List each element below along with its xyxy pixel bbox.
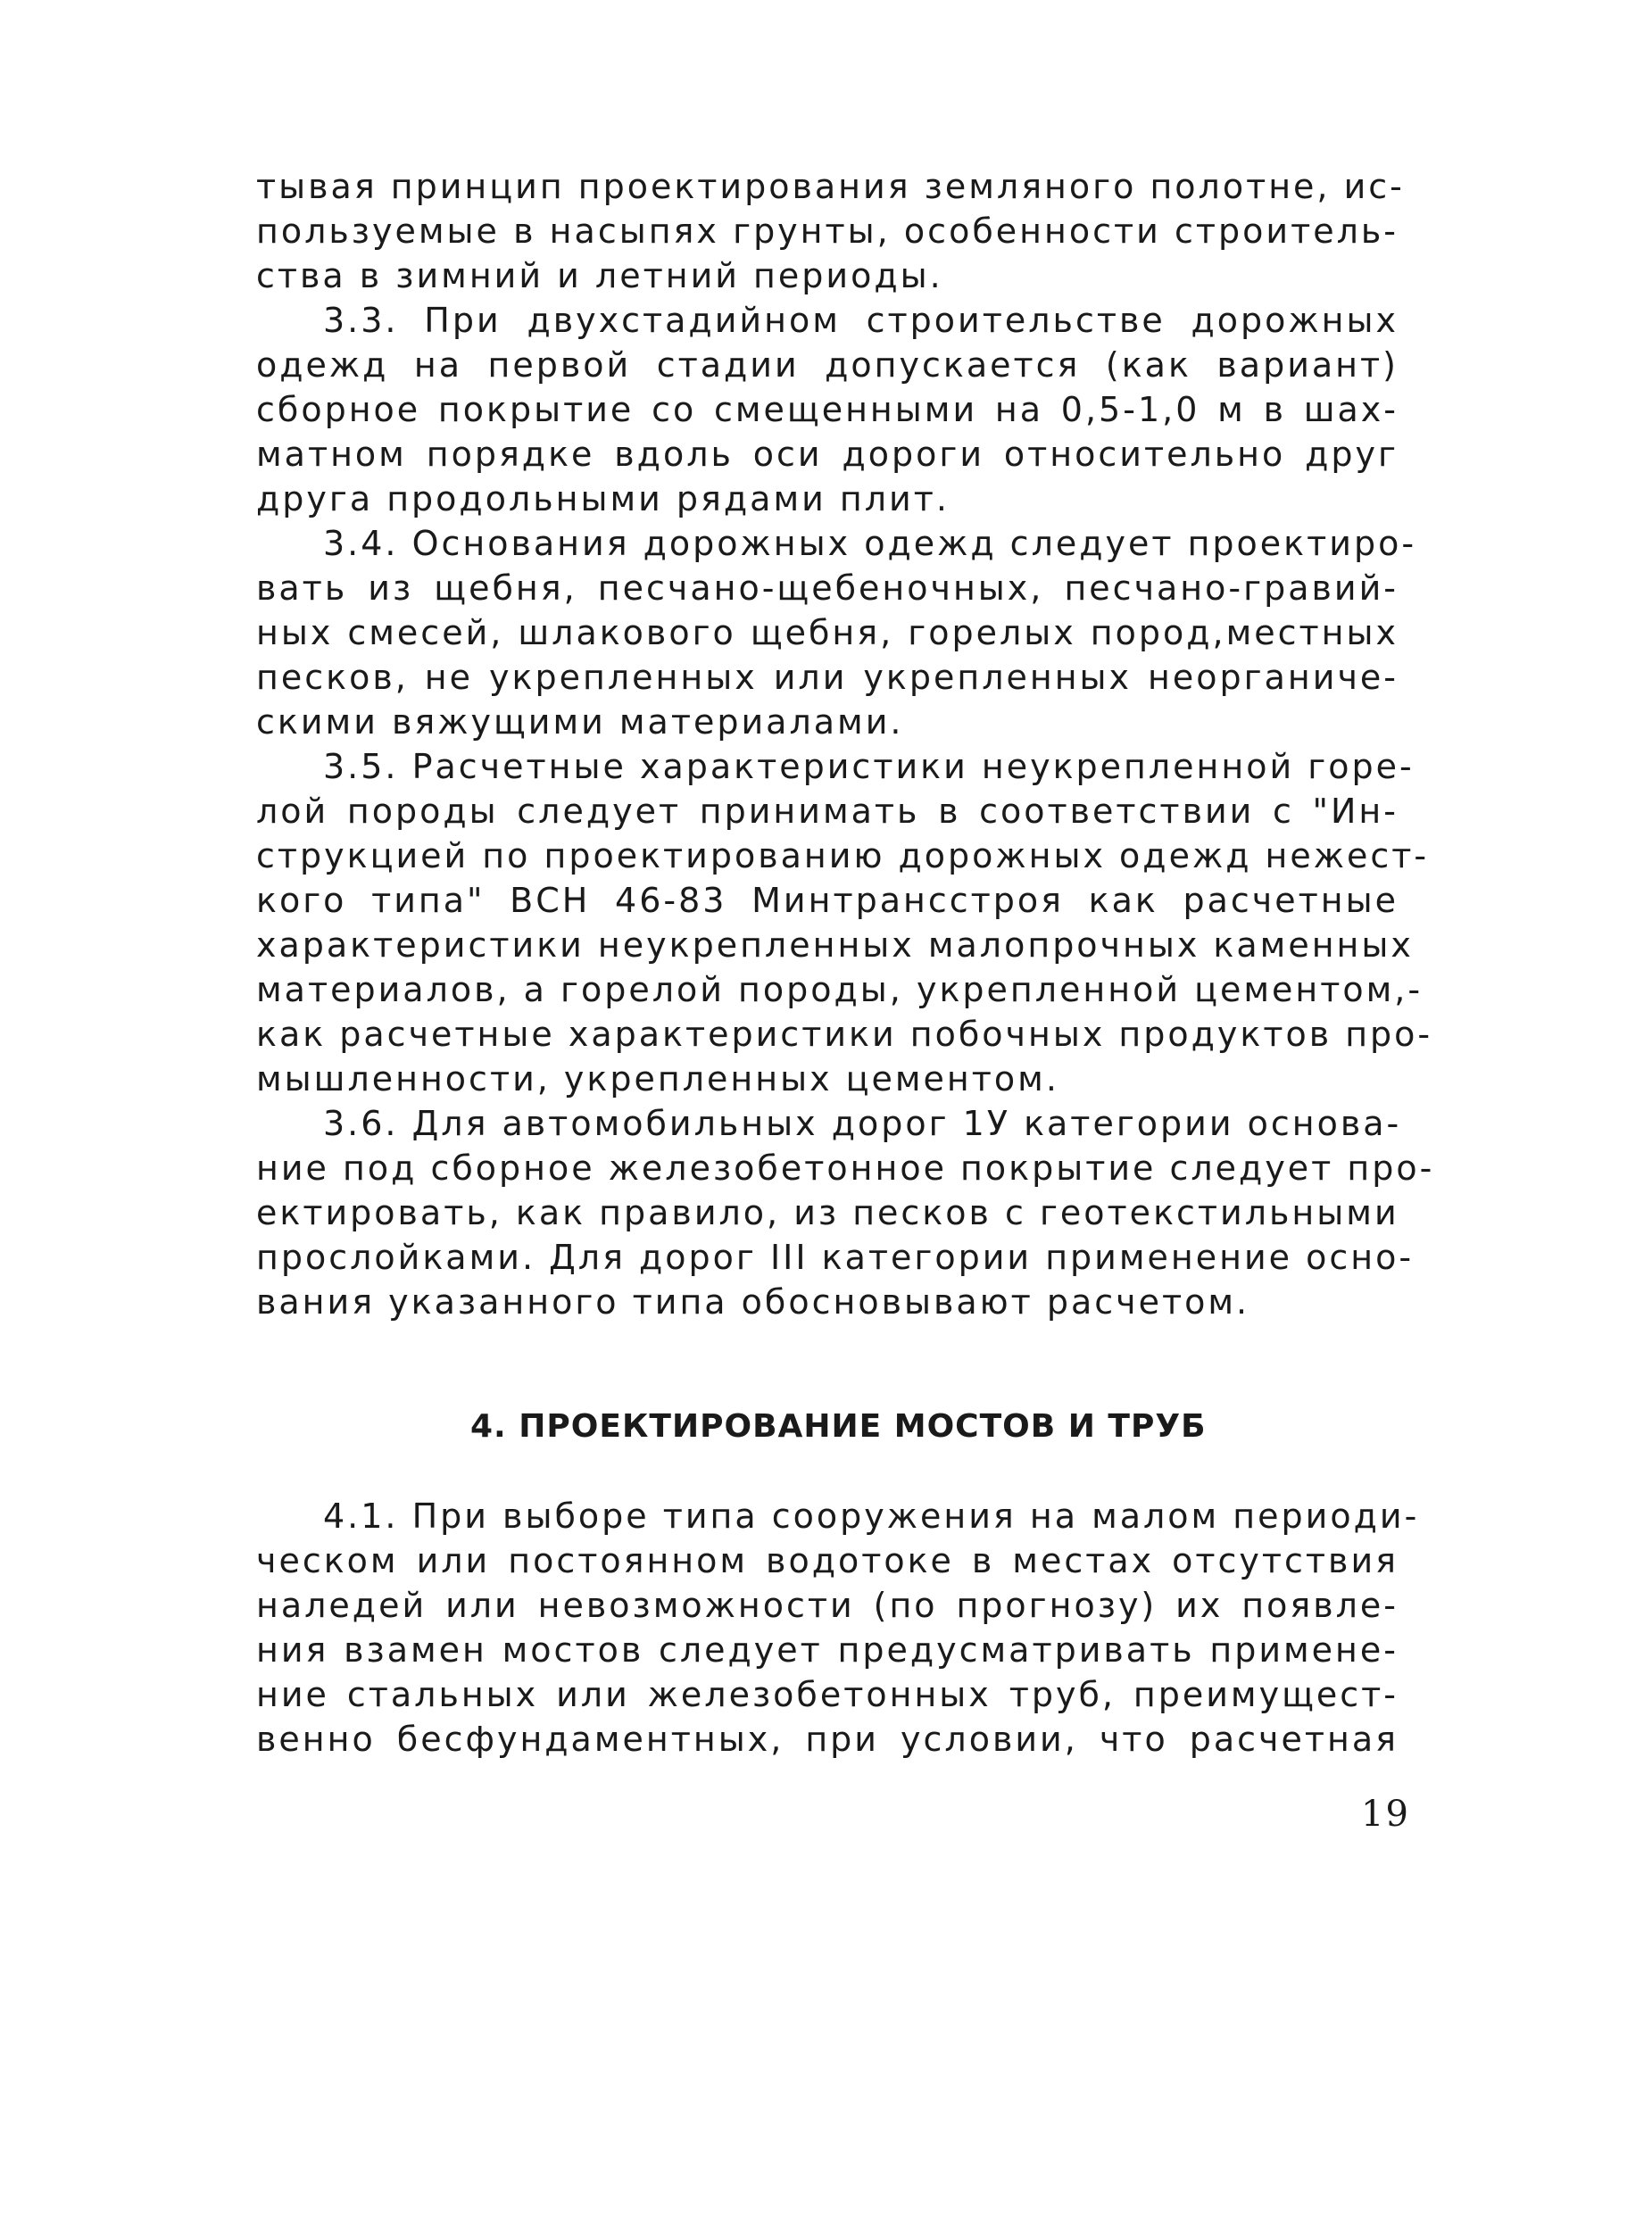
- paragraph-3-5-first-line: 3.5. Расчетные характеристики неукрепленной горе-: [323, 747, 1415, 786]
- text-line: материалов, а горелой породы, укрепленной цементом,-: [256, 970, 1424, 1009]
- text-line: пользуемые в насыпях грунты, особенности строитель-: [256, 211, 1399, 251]
- text-line: ектировать, как правило, из песков с геотекстильными: [256, 1193, 1399, 1232]
- text-line: характеристики неукрепленных малопрочных каменных: [256, 925, 1414, 965]
- paragraph-4-1-first-line: 4.1. При выборе типа сооружения на малом периоди-: [323, 1497, 1420, 1536]
- text-line: матном порядке вдоль оси дороги относительно друг: [256, 435, 1399, 474]
- text-line: мышленности, укрепленных цементом.: [256, 1059, 1059, 1099]
- text-line: лой породы следует принимать в соответствии с "Ин-: [256, 792, 1399, 831]
- text-line: друга продольными рядами плит.: [256, 479, 950, 518]
- text-line: как расчетные характеристики побочных продуктов про-: [256, 1015, 1433, 1054]
- text-line: наледей или невозможности (по прогнозу) их появле-: [256, 1586, 1399, 1625]
- page-number: 19: [1361, 1794, 1410, 1835]
- text-line: ных смесей, шлакового щебня, горелых пород,местных: [256, 613, 1399, 652]
- text-line: струкцией по проектированию дорожных одежд нежест-: [256, 836, 1430, 875]
- text-line: ние под сборное железобетонное покрытие следует про-: [256, 1148, 1435, 1188]
- paragraph-3-6-first-line: 3.6. Для автомобильных дорог 1У категории основа-: [323, 1104, 1402, 1143]
- paragraph-3-3-first-line: 3.3. При двухстадийном строительстве дорожных: [323, 301, 1399, 340]
- text-line: венно бесфундаментных, при условии, что расчетная: [256, 1720, 1399, 1759]
- section-heading: 4. ПРОЕКТИРОВАНИЕ МОСТОВ И ТРУБ: [470, 1408, 1207, 1445]
- text-line: песков, не укрепленных или укрепленных неорганиче-: [256, 658, 1399, 697]
- text-line: одежд на первой стадии допускается (как вариант): [256, 345, 1399, 385]
- text-line: тывая принцип проектирования земляного полотне, ис-: [256, 167, 1405, 206]
- text-line: скими вяжущими материалами.: [256, 702, 904, 742]
- text-line: ния взамен мостов следует предусматривать примене-: [256, 1630, 1399, 1670]
- text-line: прослойками. Для дорог III категории применение осно-: [256, 1238, 1415, 1277]
- text-line: ние стальных или железобетонных труб, преимущест-: [256, 1675, 1399, 1714]
- text-line: сборное покрытие со смещенными на 0,5-1,0 м в шах-: [256, 390, 1399, 429]
- text-line: ства в зимний и летний периоды.: [256, 256, 943, 295]
- text-line: ческом или постоянном водотоке в местах отсутствия: [256, 1541, 1399, 1580]
- text-line: вать из щебня, песчано-щебеночных, песчано-гравий-: [256, 568, 1399, 608]
- text-line: вания указанного типа обосновывают расчетом.: [256, 1282, 1250, 1322]
- text-line: кого типа" ВСН 46-83 Минтрансстроя как расчетные: [256, 881, 1399, 920]
- paragraph-3-4-first-line: 3.4. Основания дорожных одежд следует проектиро-: [323, 524, 1417, 563]
